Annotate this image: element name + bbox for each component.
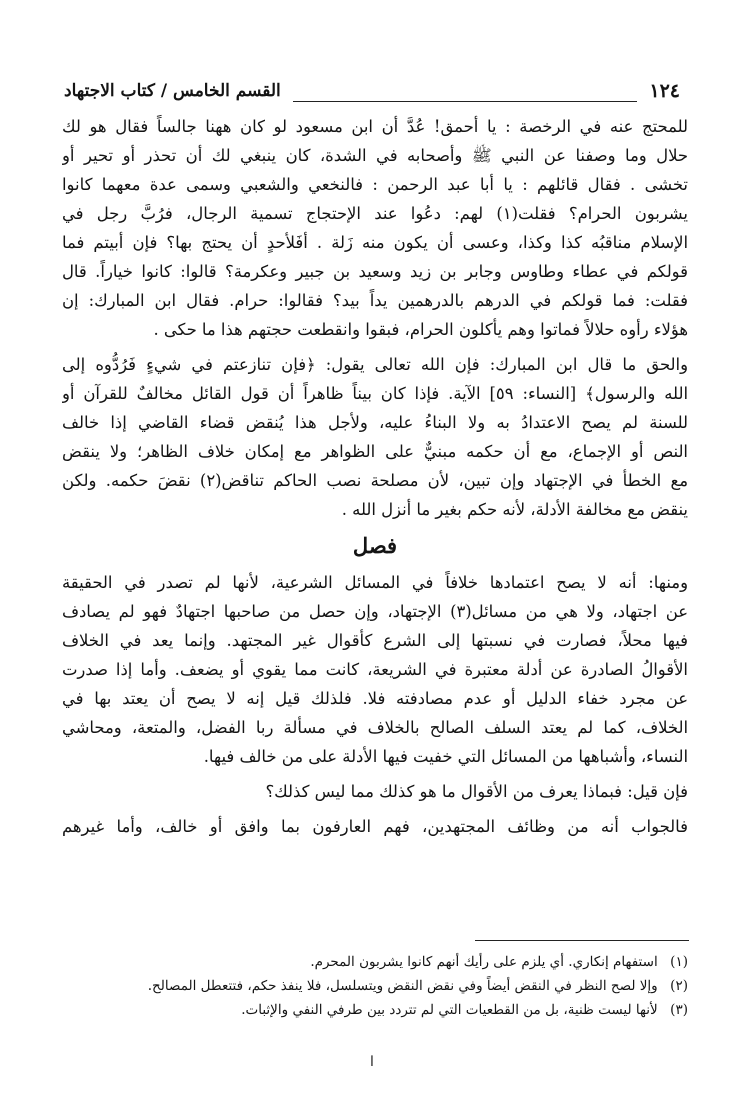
signature-mark: ا: [370, 1054, 374, 1070]
paragraph: [62, 568, 688, 771]
paragraph: [62, 777, 688, 806]
section-title: فصل: [352, 533, 398, 558]
text-line: فإن قيل: فبماذا يعرف من الأقوال ما هو كذلك مما ليس كذلك؟: [265, 782, 688, 801]
text-line: النص أو الإجماع، مع أن حكمه مبنيٌّ على الظواهر مع إمكان خلاف الظاهر؛ ولا ينقض: [62, 442, 688, 461]
text-line: عن مجرد خفاء الدليل أو عدم مصادفته فلا. فلذلك قيل إنه لا يصح أن يعتد بها في: [62, 689, 688, 708]
text-line: للسنة لم يصح الاعتدادُ به ولا البناءُ عليه، ولأجل هذا يُنقض قضاء القاضي إذا خالف: [62, 413, 688, 432]
text-line: فقلت: فما قولكم في الدرهم بالدرهمين يداً بيد؟ فقالوا: حرام. فقال ابن المبارك: إن: [62, 291, 688, 310]
page-number: ١٢٤: [649, 80, 680, 102]
footnote-number: (١): [670, 954, 688, 970]
text-line: والحق ما قال ابن المبارك: فإن الله تعالى يقول: ﴿فإن تنازعتم في شيءٍ فَرُدُّوه إلى: [62, 355, 688, 374]
text-line: الخلاف، كما لم يعتد السلف الصالح بالخلاف في مسألة ربا الفضل، والمتعة، ومحاشي: [62, 718, 688, 737]
footnote-text: وإلا لصح النظر في النقض أيضاً وفي نقض النقض ويتسلسل، فلا ينفذ حكم، فتتعطل المصالح.: [147, 978, 658, 994]
footnote-text: لأنها ليست ظنية، بل من القطعيات التي لم تتردد بين طرفي النفي والإثبات.: [241, 1002, 658, 1018]
text-line: النساء، وأشباهها من المسائل التي خفيت فيها الأدلة على من خالف فيها.: [203, 747, 688, 766]
text-line: هؤلاء رأوه حلالاً فماتوا وهم يأكلون الحرام، فبقوا وانقطعت حجتهم هذا ما حكى .: [153, 320, 688, 339]
footnote: [62, 974, 688, 998]
text-line: مع الخطأ في الإجتهاد وإن تبين، لأن مصلحة نصب الحاكم تناقض(٢) نقضَ حكمه. ولكن: [62, 471, 688, 490]
paragraph: [62, 350, 688, 524]
footnote-number: (٣): [670, 1002, 688, 1018]
text-line: يشربون الحرام؟ فقلت(١) لهم: دعُوا عند الإحتجاج تسمية الرجال، فرُبَّ رجل في: [62, 204, 688, 223]
footnotes: [62, 950, 688, 1022]
text-line: للمحتج عنه في الرخصة : يا أحمق! عُدَّ أن ابن مسعود لو كان ههنا جالساً فقال هو لك: [62, 117, 688, 136]
footnote-number: (٢): [670, 978, 688, 994]
text-line: ينقض مع مخالفة الأدلة، لأنه حكم بغير ما أنزل الله .: [341, 500, 688, 519]
text-line: تخشى . فقال قائلهم : يا أبا عبد الرحمن : فالنخعي والشعبي وسمى عدة معهما كانوا: [62, 175, 688, 194]
text-line: عن اجتهاد، ولا هي من مسائل(٣) الإجتهاد، وإن حصل من صاحبها اجتهادٌ فهو لم يصادف: [62, 602, 688, 621]
text-line: قولكم في عطاء وطاوس وجابر بن زيد وسعيد بن جبير وعكرمة؟ قالوا: كانوا خياراً. قال: [62, 262, 688, 281]
paragraph: [62, 112, 688, 344]
paragraph: [62, 812, 688, 841]
running-head: القسم الخامس / كتاب الاجتهاد: [64, 81, 281, 101]
text-line: فالجواب أنه من وظائف المجتهدين، فهم العارفون بما وافق أو خالف، وأما غيرهم: [62, 817, 688, 836]
page-header: [64, 72, 680, 102]
footnote-separator: [475, 940, 689, 941]
footnote: [62, 950, 688, 974]
main-text: [62, 112, 688, 841]
text-line: ومنها: أنه لا يصح اعتمادها خلافاً في المسائل الشرعية، لأنها لم تصدر في الحقيقة: [62, 573, 688, 592]
text-line: حلال وما وصفنا عن النبي ﷺ وأصحابه في الشدة، كان ينبغي لك أن تحذر أو تحير أو: [62, 146, 688, 165]
footnote-text: استفهام إنكاري. أي يلزم على رأيك أنهم كانوا يشربون المحرم.: [310, 954, 658, 970]
text-line: فيها محلاً، فصارت في نسبتها إلى الشرع كأقوال غير المجتهد. وإنما يعد في الخلاف: [62, 631, 688, 650]
text-line: الإسلام مناقبُه كذا وكذا، وعسى أن يكون منه زَلة . أفَلأحدٍ أن يحتج بها؟ فإن أبيتم فما: [62, 233, 688, 252]
header-rule: [293, 87, 638, 102]
footnote: [62, 998, 688, 1022]
text-line: الأقوالُ الصادرة عن أدلة معتبرة في الشريعة، كانت مما يقوي أو يضعف. وأما إذا صدرت: [62, 660, 688, 679]
text-line: الله والرسول﴾ [النساء: ٥٩] الآية. فإذا كان بيناً ظاهراً أن قول القائل مخالفٌ للقرآن أو: [62, 384, 688, 403]
